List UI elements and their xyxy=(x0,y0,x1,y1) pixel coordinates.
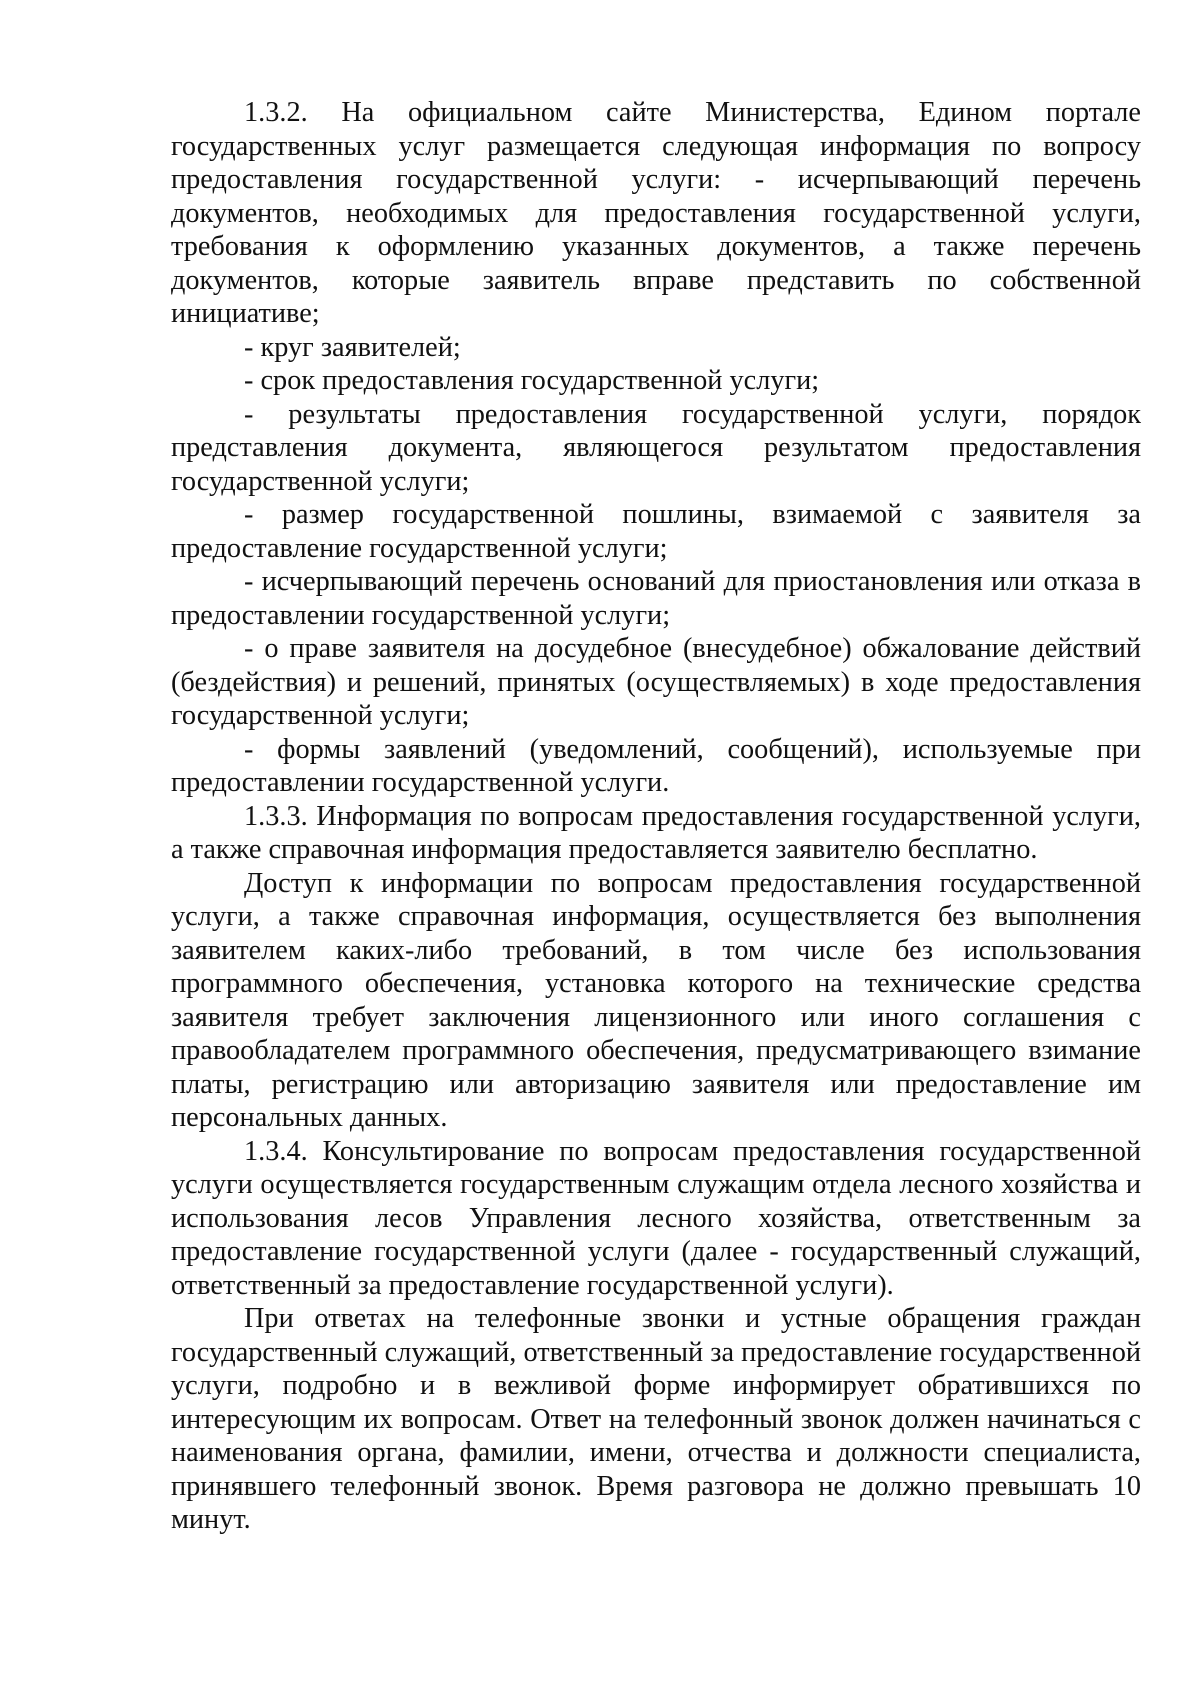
paragraph-phone-consultation: При ответах на телефонные звонки и устные обращения граждан государственный служащий, ответственный за предоставление государственной услуги, подробно и в вежливой форме информирует обратившихся по интересующим их вопросам. Ответ на телефонный звонок должен начинаться с наименования органа, фамилии, имени, отчества и должности специалиста, принявшего телефонный звонок. Время разговора не должно превышать 10 минут. xyxy=(171,1303,1141,1535)
paragraph-1-3-2: 1.3.2. На официальном сайте Министерства, Едином портале государственных услуг размещается следующая информация по вопросу предоставления государственной услуги: - исчерпывающий перечень документов, необходимых для предоставления государственной услуги, требования к оформлению указанных документов, а также перечень документов, которые заявитель вправе представить по собственной инициативе; xyxy=(171,97,1141,329)
list-item-service-term: - срок предоставления государственной услуги; xyxy=(244,365,820,396)
paragraph-1-3-3: 1.3.3. Информация по вопросам предоставления государственной услуги, а также справочная информация предоставляется заявителю бесплатно. xyxy=(171,800,1141,865)
list-item-application-forms: - формы заявлений (уведомлений, сообщений), используемые при предоставлении государственной услуги. xyxy=(171,733,1141,798)
paragraph-information-access: Доступ к информации по вопросам предоставления государственной услуги, а также справочная информация, осуществляется без выполнения заявителем каких-либо требований, в том числе без использования программного обеспечения, установка которого на технические средства заявителя требует заключения лицензионного или иного соглашения с правообладателем программного обеспечения, предусматривающего взимание платы, регистрацию или авторизацию заявителя или предоставление им персональных данных. xyxy=(171,867,1141,1133)
list-item-appeal-right: - о праве заявителя на досудебное (внесудебное) обжалование действий (бездействия) и решений, принятых (осуществляемых) в ходе предоставления государственной услуги; xyxy=(171,633,1141,731)
document-page xyxy=(171,96,1141,1537)
list-item-refusal-grounds: - исчерпывающий перечень оснований для приостановления или отказа в предоставлении государственной услуги; xyxy=(171,566,1141,631)
paragraph-1-3-4: 1.3.4. Консультирование по вопросам предоставления государственной услуги осуществляется государственным служащим отдела лесного хозяйства и использования лесов Управления лесного хозяйства, ответственным за предоставление государственной услуги (далее - государственный служащий, ответственный за предоставление государственной услуги). xyxy=(171,1135,1141,1301)
list-item-state-fee: - размер государственной пошлины, взимаемой с заявителя за предоставление государственной услуги; xyxy=(171,499,1141,564)
list-item-applicants: - круг заявителей; xyxy=(244,331,461,363)
list-item-service-results: - результаты предоставления государственной услуги, порядок представления документа, являющегося результатом предоставления государственной услуги; xyxy=(171,398,1141,497)
